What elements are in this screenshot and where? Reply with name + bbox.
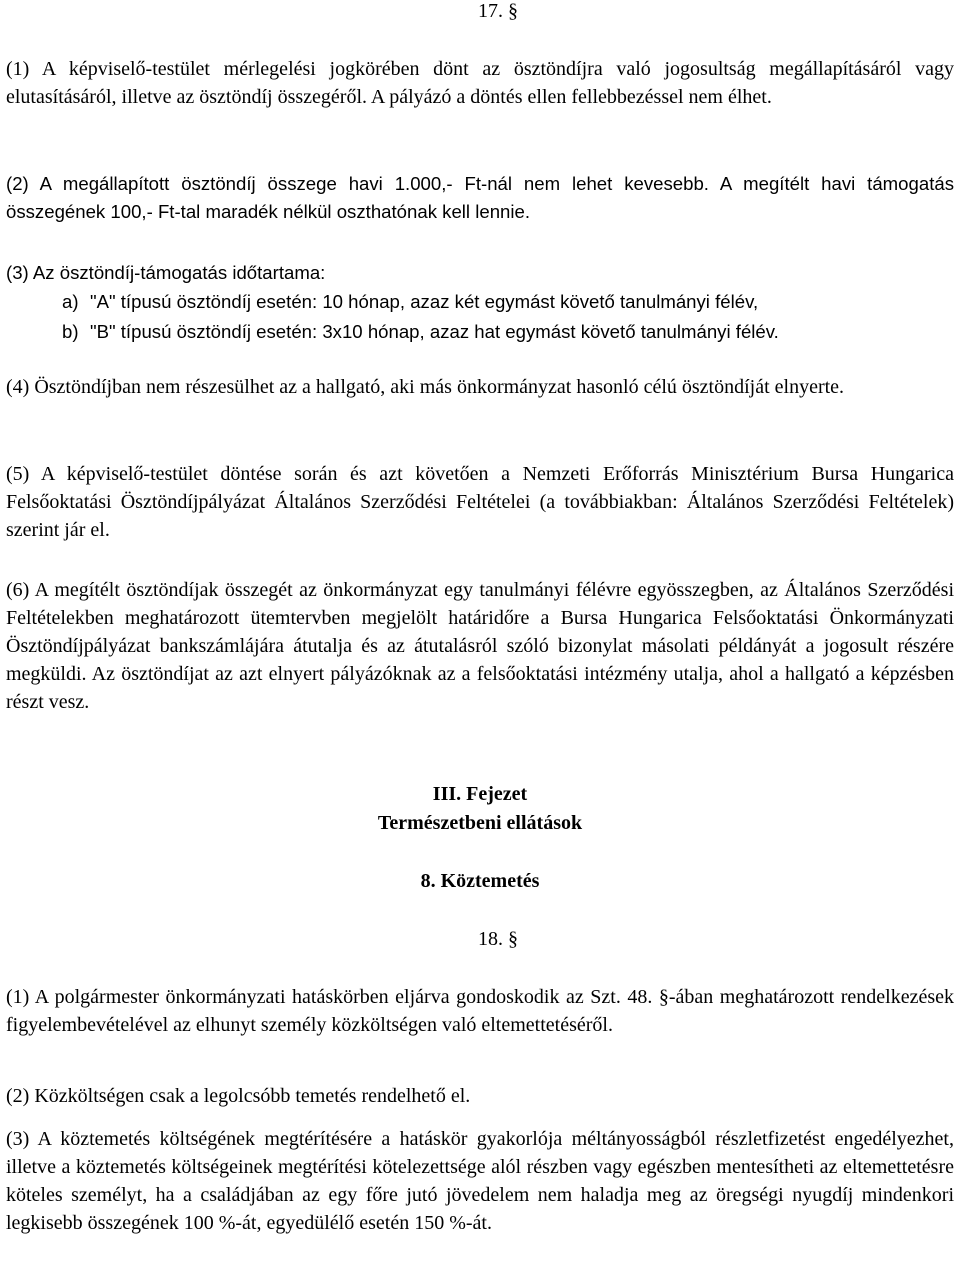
list-item [6,288,954,316]
chapter-number: III. Fejezet [432,783,528,805]
section-17-paragraph-5: (5) A képviselő-testület döntése során és azt követően a Nemzeti Erőforrás Minisztérium Bursa Hungarica Felsőoktatási Ösztöndíjpályázat Általános Szerződési Feltételei (a továbbiakban: Általános Szerződési Feltételek) szerint jár el. [6,463,954,541]
section-18-heading: 18. § [478,928,518,950]
section-17-paragraph-4: (4) Ösztöndíjban nem részesülhet az a hallgató, aki más önkormányzat hasonló célú ösztöndíját elnyerte. [6,376,845,398]
section-17-paragraph-1: (1) A képviselő-testület mérlegelési jogkörében dönt az ösztöndíjra való jogosultság megállapításáról vagy elutasításáról, illetve az ösztöndíj összegéről. A pályázó a döntés ellen fellebbezéssel nem élhet. [6,58,954,108]
list-item-text: "B" típusú ösztöndíj esetén: 3x10 hónap, azaz hat egymást követő tanulmányi félév. [90,321,779,342]
list-item [6,318,954,346]
subchapter-title: 8. Köztemetés [420,870,540,892]
section-17-paragraph-2: (2) A megállapított ösztöndíj összege havi 1.000,- Ft-nál nem lehet kevesebb. A megítélt havi támogatás összegének 100,- Ft-tal maradék nélkül oszthatónak kell lennie. [6,173,954,222]
duration-list [6,288,954,346]
section-18-paragraph-3: (3) A köztemetés költségének megtérítésére a hatáskör gyakorlója méltányosságból részletfizetést engedélyezhet, illetve a köztemetés költségeinek megtérítési kötelezettsége alól részben vagy egészben mentesítheti az eltemettetésre köteles személyt, ha a családjában az egy főre jutó jövedelem nem haladja meg az öregségi nyugdíj mindenkori legkisebb összegének 100 %-át, egyedülélő esetén 150 %-át. [6,1128,954,1234]
section-17-paragraph-3-intro: (3) Az ösztöndíj-támogatás időtartama: [6,262,326,283]
list-item-text: "A" típusú ösztöndíj esetén: 10 hónap, azaz két egymást követő tanulmányi félév, [90,291,759,312]
chapter-title: Természetbeni ellátások [377,812,583,834]
list-marker: b) [62,321,79,342]
section-17-heading: 17. § [478,0,518,22]
list-marker: a) [62,291,79,312]
section-18-paragraph-1: (1) A polgármester önkormányzati hatáskörben eljárva gondoskodik az Szt. 48. §-ában meghatározott rendelkezések figyelembevételével az elhunyt személy közköltségen való eltemettetéséről. [6,986,954,1036]
section-18-paragraph-2: (2) Közköltségen csak a legolcsóbb temetés rendelhető el. [6,1085,471,1107]
section-17-paragraph-6: (6) A megítélt ösztöndíjak összegét az önkormányzat egy tanulmányi félévre egyösszegben, az Általános Szerződési Feltételekben meghatározott ütemtervben megjelölt határidőre a Bursa Hungarica Felsőoktatási Önkormányzati Ösztöndíjpályázat bankszámlájára átutalja és az átutalásról szóló bizonylat másolati példányát a jogosult részére megküldi. Az ösztöndíjat az azt elnyert pályázóknak az a felsőoktatási intézmény utalja, ahol a hallgató a képzésben részt vesz. [6,579,954,713]
